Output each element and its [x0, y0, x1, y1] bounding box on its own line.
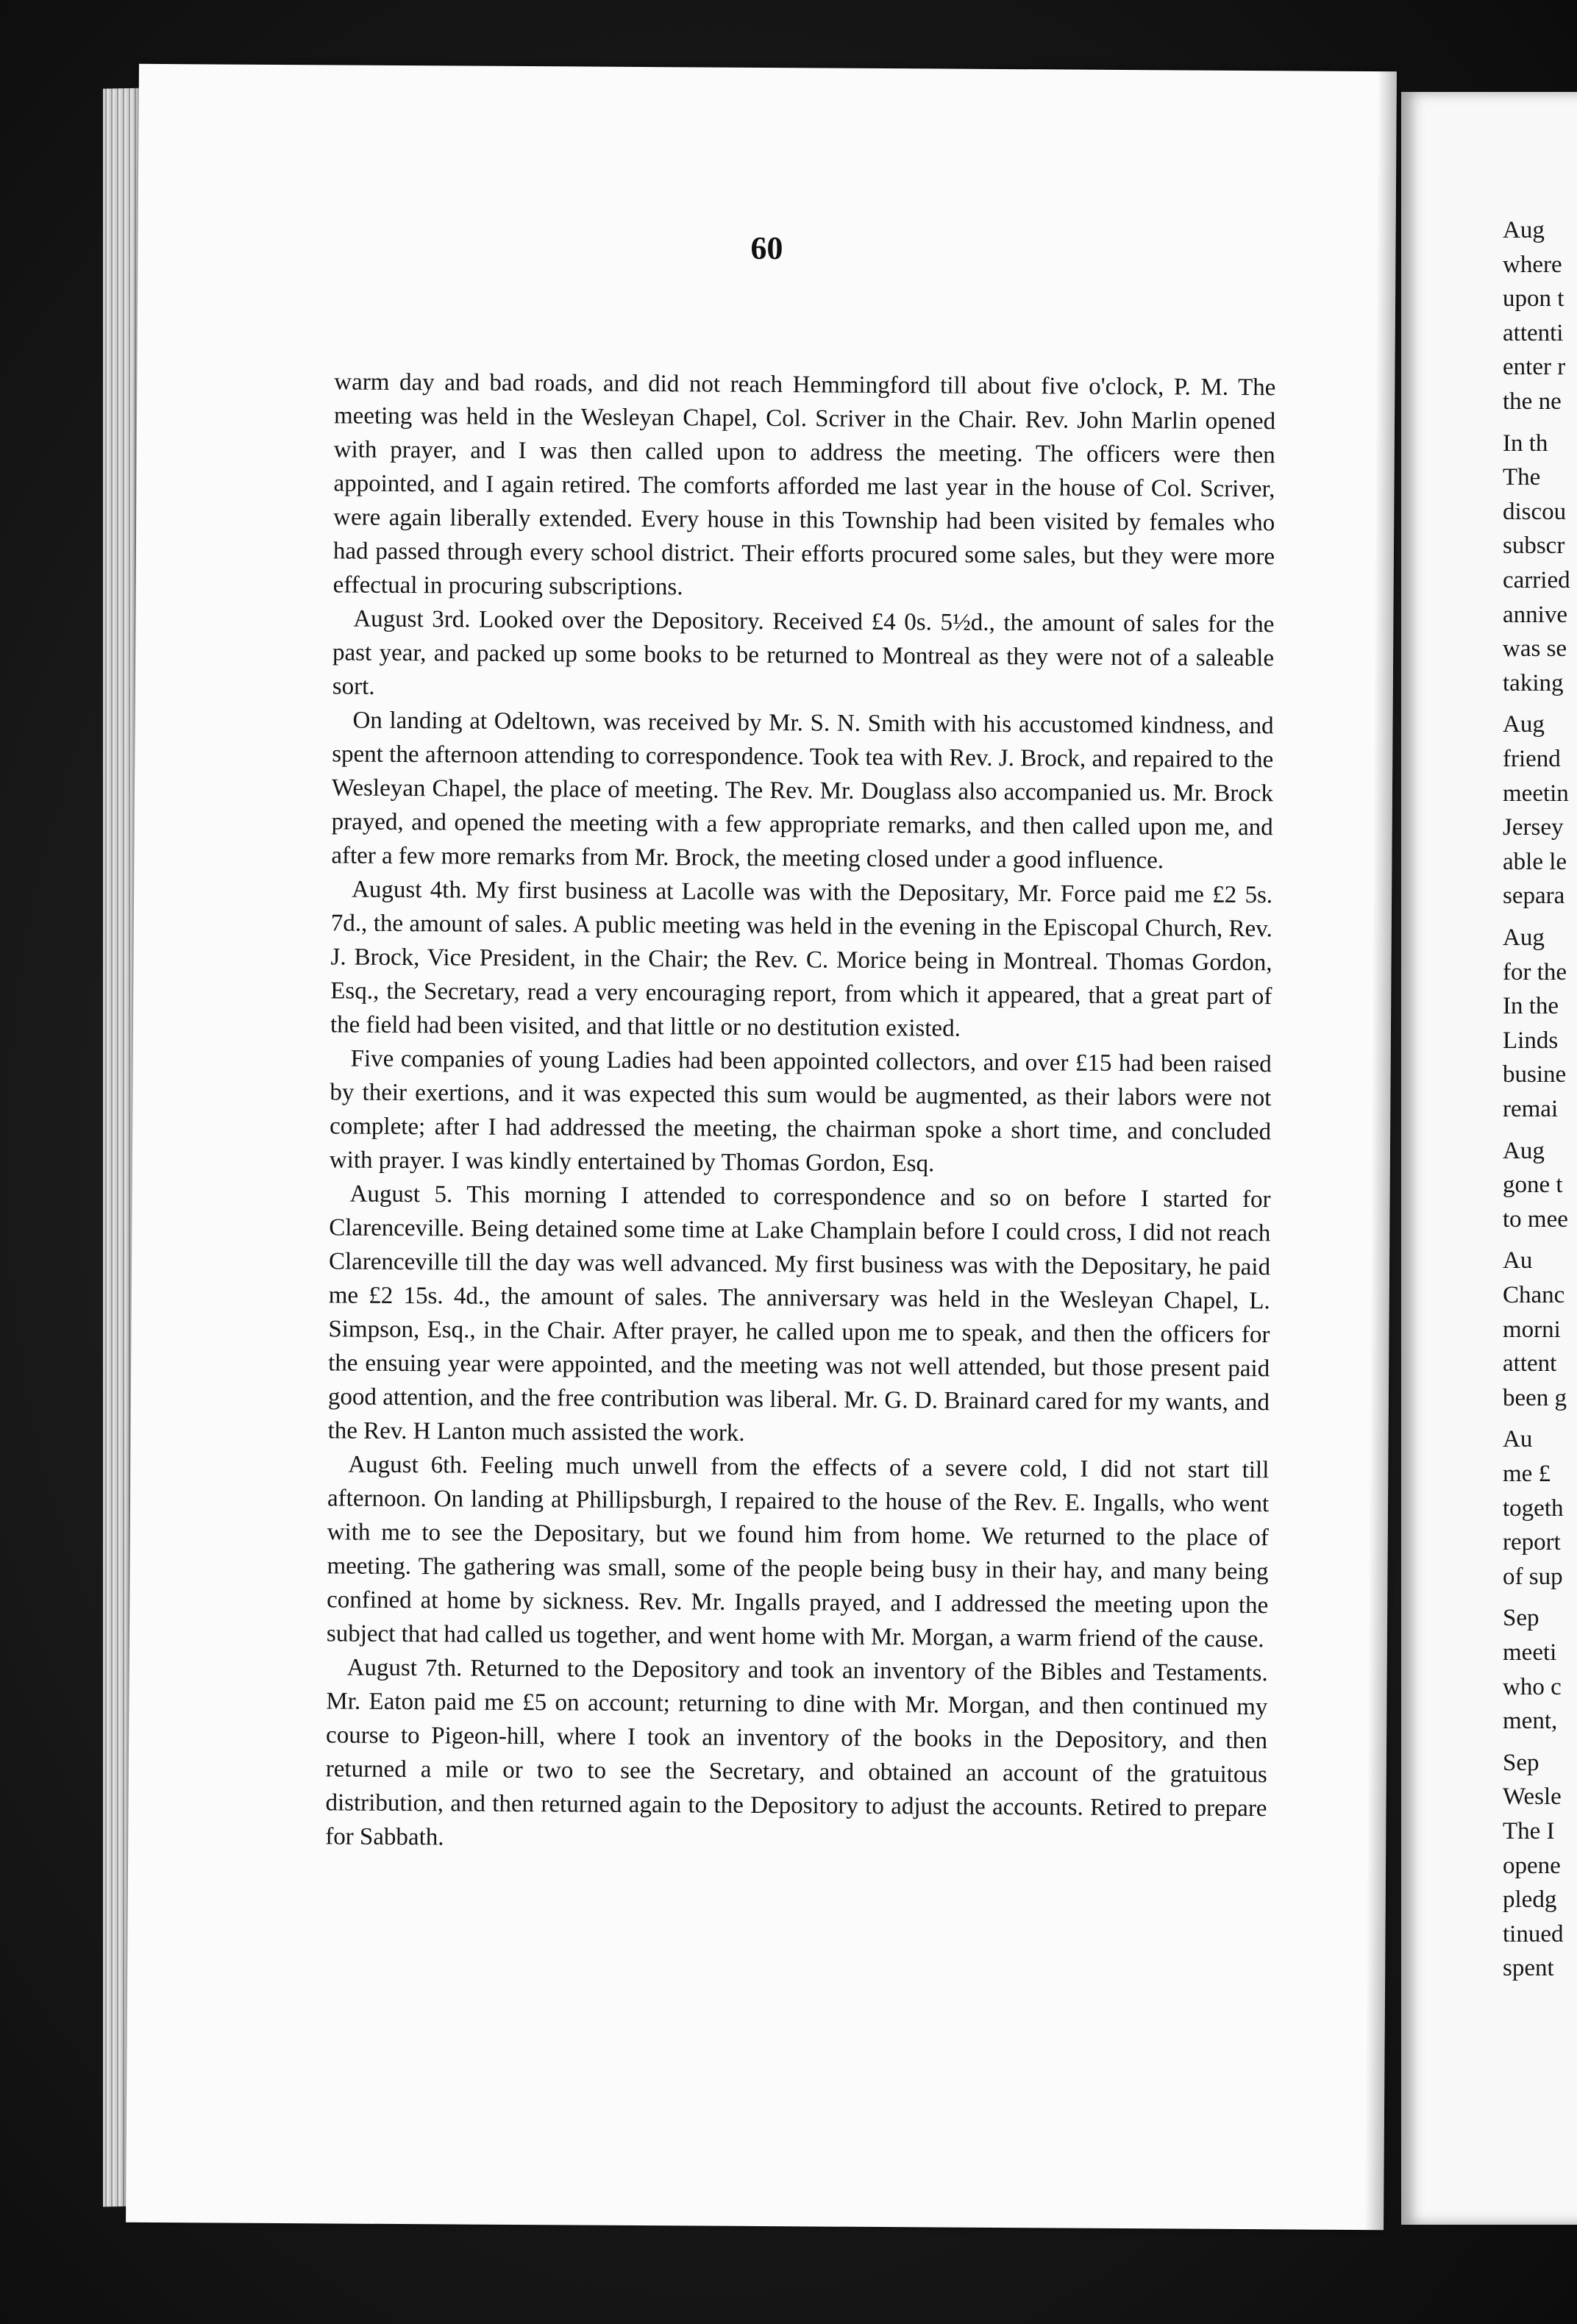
right-page-line: morni: [1503, 1316, 1561, 1343]
paragraph: August 3rd. Looked over the Depository. Received £4 0s. 5½d., the amount of sales for the past year, and packed up some books to be returned to Montreal as they were not of a saleable sort.: [332, 605, 1275, 700]
right-page-line: of sup: [1503, 1563, 1563, 1590]
right-page-line: The I: [1503, 1818, 1555, 1844]
right-page-line: Aug: [1503, 217, 1545, 243]
paragraph: August 4th. My first business at Lacolle was with the Depositary, Mr. Force paid me £2 5s. 7d., the amount of sales. A public meeting was held in the evening in the Episcopal Church, Rev. J. Brock, Vice President, in the Chair; the Rev. C. Morice being in Montreal. Thomas Gordon, Esq., the Secretary, read a very encouraging report, from which it appeared, that a great part of the field had been visited, and that little or no destitution existed.: [330, 876, 1273, 1042]
right-page-line: Aug: [1503, 924, 1545, 951]
right-page-line: Jersey: [1503, 814, 1564, 841]
right-page-line: able le: [1503, 848, 1567, 875]
right-page-line: subscr: [1503, 532, 1565, 560]
right-page-line: carried: [1503, 567, 1570, 594]
right-page-line: In the: [1503, 993, 1559, 1020]
paragraph: August 6th. Feeling much unwell from the effects of a severe cold, I did not start till afternoon. On landing at Phillipsburgh, I repaired to the house of the Rev. E. Ingalls, who went with me to see the Depositary, but we found him from home. We returned to the place of meeting. The gathering was small, some of the people being busy in their hay, and many being confined at home by sickness. Rev. Mr. Ingalls prayed, and I addressed the meeting upon the subject that had called us together, and went home with Mr. Morgan, a warm friend of the cause.: [326, 1451, 1270, 1653]
right-page-line: Au: [1503, 1247, 1533, 1275]
right-page-line: togeth: [1503, 1494, 1564, 1522]
right-page-line: the ne: [1503, 388, 1562, 415]
right-page-line: annive: [1503, 601, 1567, 628]
right-page-line: where: [1503, 251, 1562, 278]
right-page-line: meetin: [1503, 780, 1569, 807]
right-page-line: was se: [1503, 635, 1567, 663]
right-page-line: gone t: [1503, 1172, 1563, 1199]
right-page-line: remai: [1503, 1096, 1559, 1122]
right-page-line: Aug: [1503, 711, 1545, 738]
right-page-line: Linds: [1503, 1027, 1559, 1054]
right-page-line: spent: [1503, 1955, 1554, 1982]
right-page-line: me £: [1503, 1461, 1551, 1487]
right-page-fragment: [1401, 92, 1577, 2225]
paragraph: August 7th. Returned to the Depository and took an inventory of the Bibles and Testaments. Mr. Eaton paid me £5 on account; returning to dine with Mr. Morgan, and then continued my course to Pigeon-hill, where I took an inventory of the books in the Depository, and then returned a mile or two to see the Secretary, and obtained an account of the gratuitous distribution, and then returned again to the Depository to adjust the accounts. Retired to prepare for Sabbath.: [325, 1654, 1268, 1851]
right-page-line: pledg: [1503, 1886, 1557, 1914]
right-page-line: separa: [1503, 883, 1565, 910]
right-page-line: Au: [1503, 1426, 1533, 1453]
paragraph: On landing at Odeltown, was received by Mr. S. N. Smith with his accustomed kindness, and spent the afternoon attending to correspondence. Took tea with Rev. J. Brock, and repaired to the Wesleyan Chapel, the place of meeting. The Rev. Mr. Douglass also accompanied us. Mr. Brock prayed, and opened the meeting with a few appropriate remarks, and then called upon me, and after a few more remarks from Mr. Brock, the meeting closed under a good influence.: [331, 707, 1274, 874]
right-page-line: report: [1503, 1529, 1561, 1556]
right-page-line: upon t: [1503, 285, 1564, 313]
right-page-line: been g: [1503, 1384, 1567, 1411]
right-page-line: taking: [1503, 669, 1564, 696]
right-page-line: tinued: [1503, 1920, 1564, 1947]
left-page: [126, 64, 1397, 2230]
right-page-line: The: [1503, 464, 1541, 491]
right-page-line: friend: [1503, 746, 1561, 772]
paragraph: August 5. This morning I attended to correspondence and so on before I started for Clarenceville. Being detained some time at Lake Champlain before I could cross, I did not reach Clarenceville till the day was well advanced. My first business was with the Depositary, he paid me £2 15s. 4d., the amount of sales. The anniversary was held in the Wesleyan Chapel, L. Simpson, Esq., in the Chair. After prayer, he called upon me to speak, and then the officers for the ensuing year were appointed, and the meeting was not well attended, but those present paid good attention, and the free contribution was liberal. Mr. G. D. Brainard cared for my wants, and the Rev. H Lanton much assisted the work.: [327, 1180, 1271, 1447]
right-page-line: who c: [1503, 1673, 1562, 1700]
body-text: [325, 365, 1275, 1859]
right-page-line: for the: [1503, 958, 1567, 985]
right-page-line: attent: [1503, 1350, 1557, 1377]
right-page-line: discou: [1503, 498, 1567, 525]
right-page-line: ment,: [1503, 1708, 1558, 1735]
page-number: 60: [750, 229, 783, 267]
right-page-line: Sep: [1503, 1749, 1539, 1776]
right-page-line: meeti: [1503, 1639, 1557, 1666]
right-page-line: enter r: [1503, 354, 1566, 381]
paragraph: Five companies of young Ladies had been appointed collectors, and over £15 had been raised by their exertions, and it was expected this sum would be augmented, as their labors were not complete; after I had addressed the meeting, the chairman spoke a short time, and concluded with prayer. I was kindly entertained by Thomas Gordon, Esq.: [329, 1045, 1272, 1177]
right-page-line: Chanc: [1503, 1282, 1565, 1308]
right-page-line: to mee: [1503, 1205, 1568, 1233]
right-page-line: attenti: [1503, 319, 1564, 346]
right-page-line: Sep: [1503, 1605, 1539, 1632]
right-page-line: opene: [1503, 1852, 1561, 1879]
right-page-line: Wesle: [1503, 1783, 1562, 1811]
right-page-line: In th: [1503, 429, 1548, 457]
paragraph: warm day and bad roads, and did not reach Hemmingford till about five o'clock, P. M. The meeting was held in the Wesleyan Chapel, Col. Scriver in the Chair. Rev. John Marlin opened with prayer, and I was then called upon to address the meeting. The officers were then appointed, and I again retired. The comforts afforded me last year in the house of Col. Scriver, were again liberally extended. Every house in this Township had been visited by females who had passed through every school district. Their efforts procured some sales, but they were more effectual in procuring subscriptions.: [332, 368, 1276, 601]
right-page-line: busine: [1503, 1061, 1567, 1088]
right-page-line: Aug: [1503, 1137, 1545, 1164]
